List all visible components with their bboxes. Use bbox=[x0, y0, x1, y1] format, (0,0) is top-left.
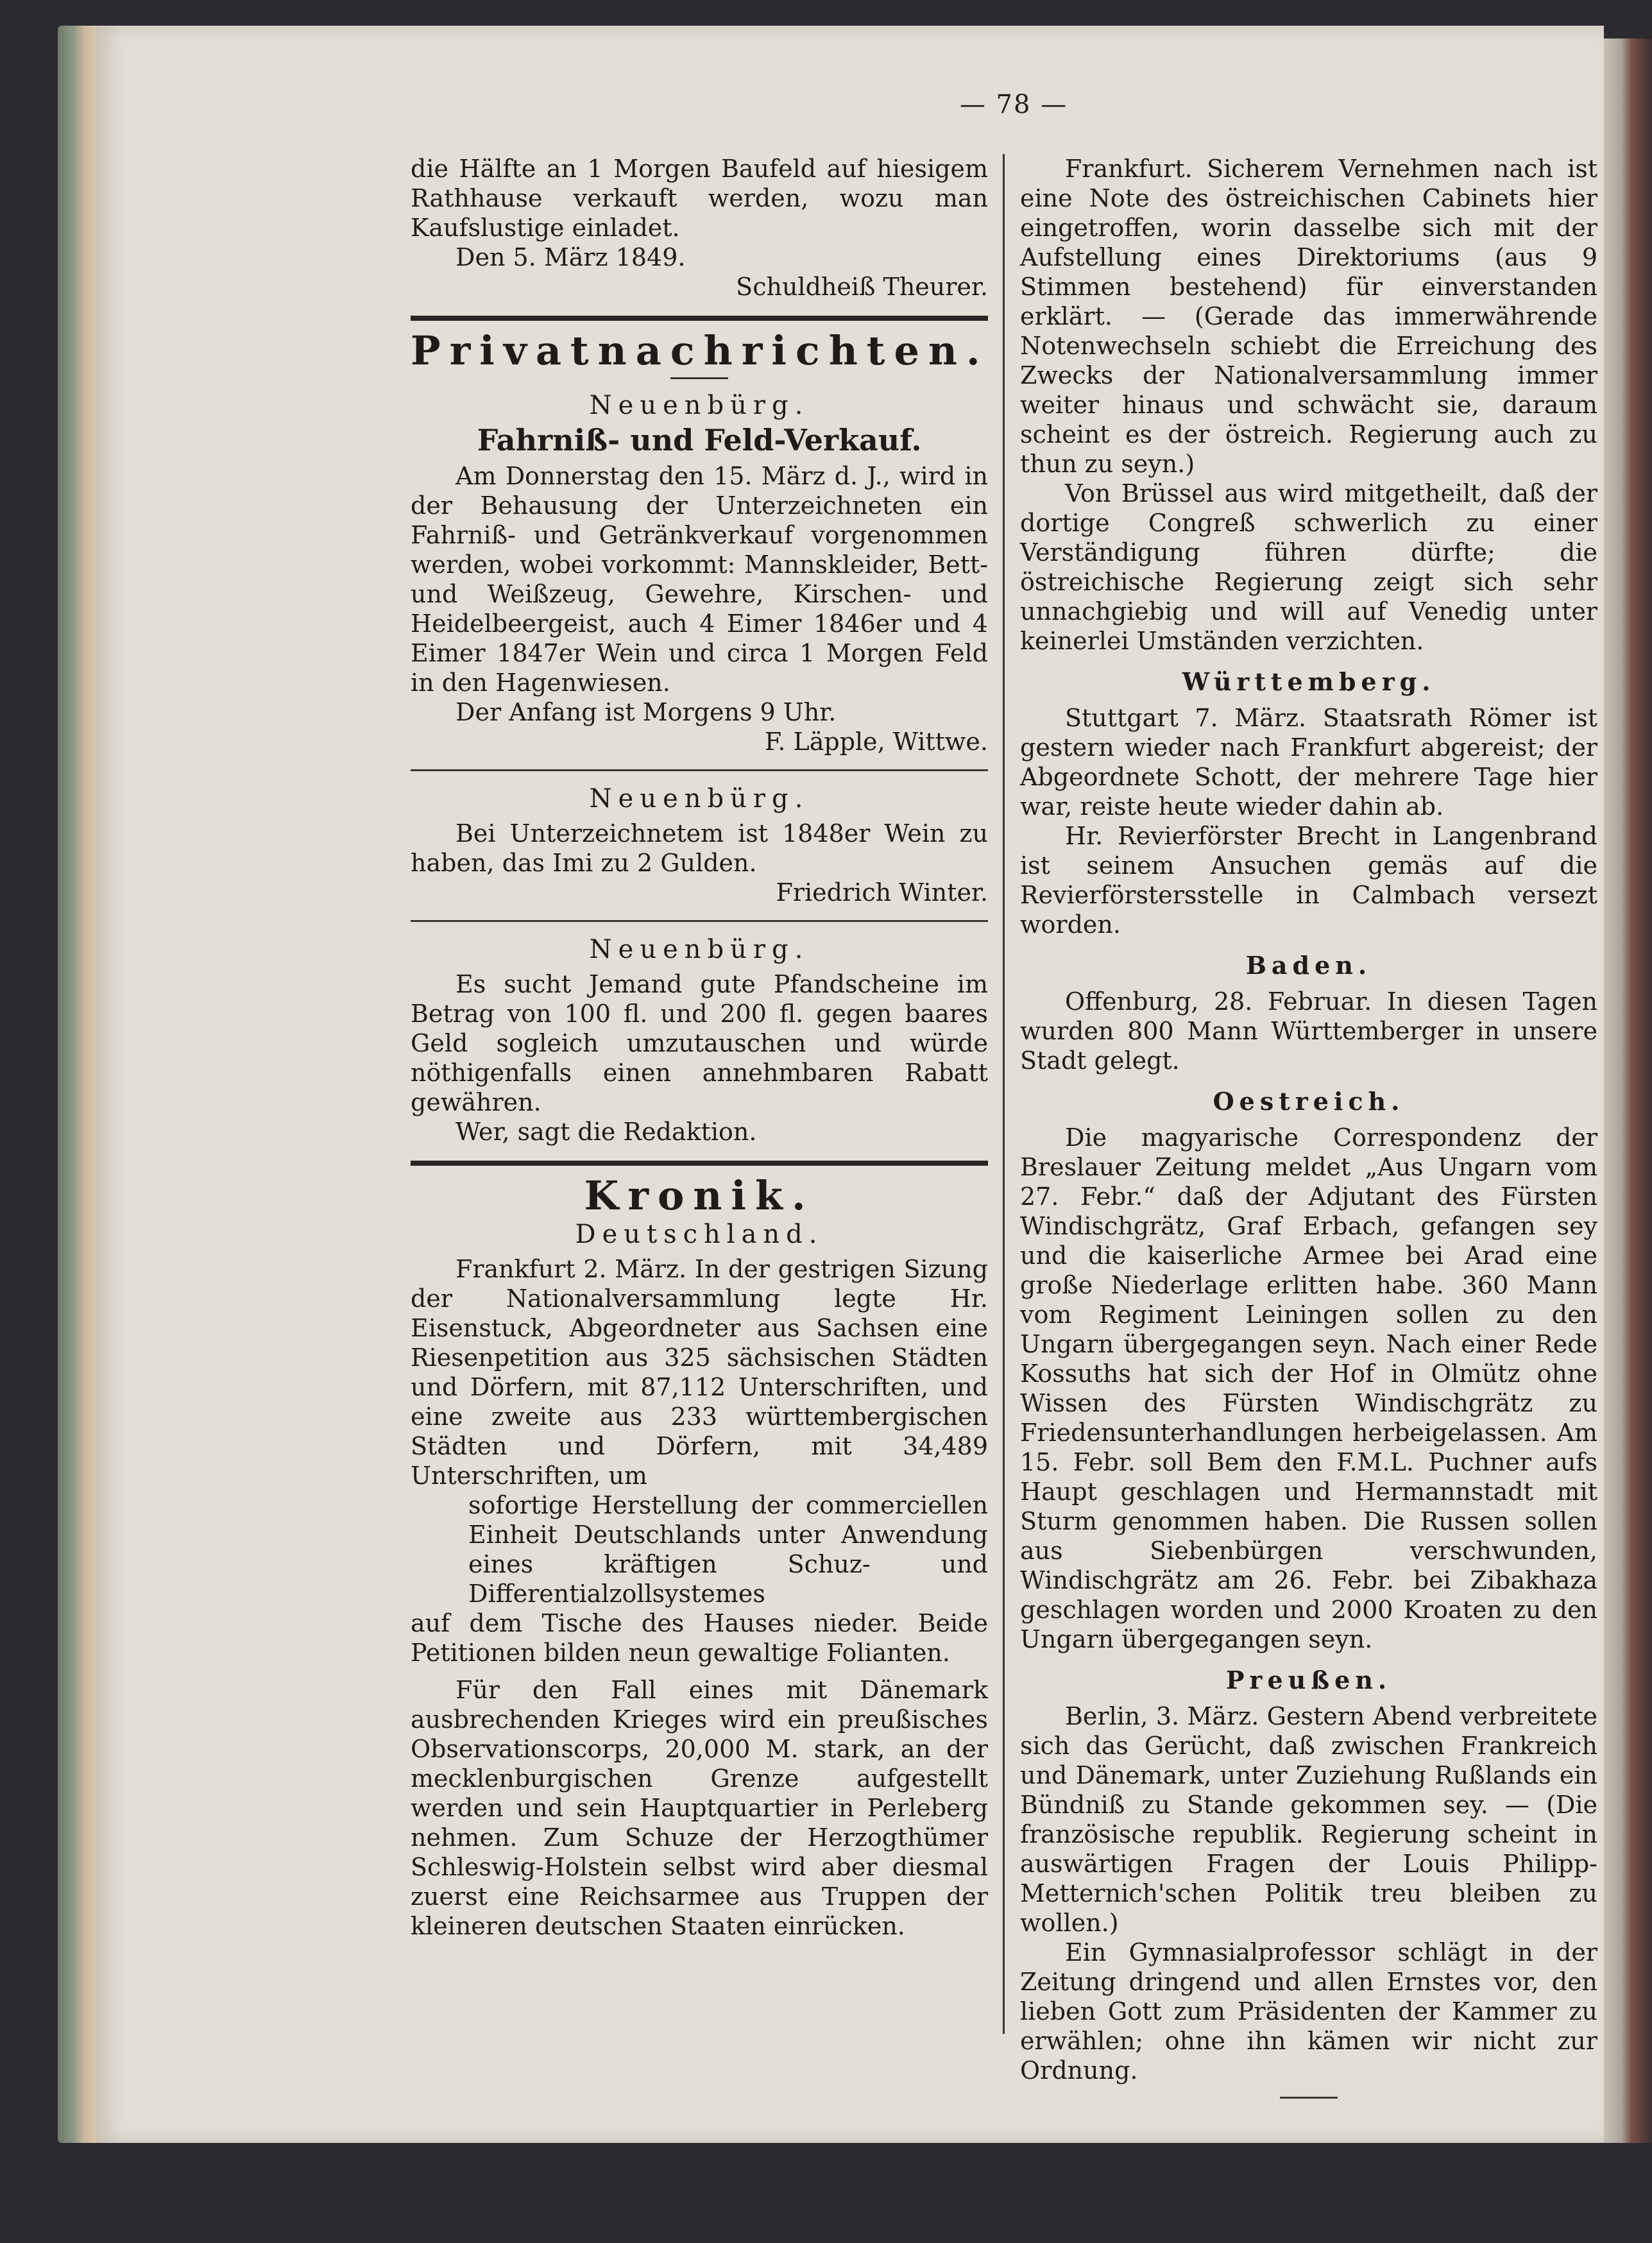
country-wuerttemberg: Württemberg. bbox=[1182, 667, 1436, 696]
ad1-text: Am Donnerstag den 15. März d. J., wird in der Behausung der Unterzeichneten ein Fahrniß- und Getränkverkauf vorgenommen werden, wobei vorkommt: Mannskleider, Bett- und Weißzeug, Gewehre, Kirschen- und Heidelbeergeist, auch 4 Eimer 1846er und 4 Eimer 1847er Wein und circa 1 Morgen Feld in den Hagenwiesen. bbox=[411, 462, 988, 697]
intro-signature: Schuldheiß Theurer. bbox=[736, 273, 988, 301]
news2-text: Für den Fall eines mit Dänemark ausbrechenden Krieges wird ein preußisches Observationscorps, 20,000 M. stark, an der mecklenburgischen Grenze aufgestellt werden und sein Hauptquartier in Perleberg nehmen. Zum Schuze der Herzogthümer Schleswig-Holstein selbst wird aber diesmal zuerst eine Reichsarmee aus Truppen der kleineren deutschen Staaten einrücken. bbox=[411, 1676, 988, 1940]
news10-text: Ein Gymnasialprofessor schlägt in der Zeitung dringend und allen Ernstes vor, den lieben Gott zum Präsidenten der Kammer zu erwählen; ohne ihn kämen wir nicht zur Ordnung. bbox=[1020, 1938, 1597, 2085]
ad1-place: Neuenbürg. bbox=[589, 391, 810, 420]
page-number: — 78 — bbox=[959, 90, 1068, 119]
ad-rule bbox=[411, 920, 988, 922]
ad3-ask: Wer, sagt die Redaktion. bbox=[456, 1118, 757, 1146]
ad3-place: Neuenbürg. bbox=[589, 935, 810, 964]
ad2-place: Neuenbürg. bbox=[589, 784, 810, 814]
news1-block: sofortige Herstellung der commerciellen Einheit Deutschlands unter Anwendung eines kräftigen Schuz- und Differentialzollsystemes bbox=[468, 1491, 988, 1608]
spacer bbox=[411, 1667, 988, 1675]
news9-text: Berlin, 3. März. Gestern Abend verbreitete sich das Gerücht, daß zwischen Frankreich und Dänemark, unter Zuziehung Rußlands ein Bündniß zu Stande gekommen sey. — (Die französische republik. Regierung scheint in auswärtigen Fragen der Louis Philipp-Metternich'schen Politik treu bleiben zu wollen.) bbox=[1020, 1702, 1597, 1937]
country-baden: Baden. bbox=[1245, 951, 1372, 980]
section-title-private: Privatnachrichten. bbox=[411, 327, 989, 374]
news8-text: Die magyarische Correspondenz der Breslauer Zeitung meldet „Aus Ungarn vom 27. Febr.“ daß der Adjutant des Fürsten Windischgrätz, Graf Erbach, gefangen sey und die kaiserliche Armee bei Arad eine große Niederlage erlitten habe. 360 Mann vom Regiment Leiningen sollen zu den Ungarn übergegangen seyn. Nach einer Rede Kossuths hat sich der Hof in Olmütz ohne Wissen des Fürsten Windischgrätz zu Friedensunterhandlungen herbeigelassen. Am 15. Febr. soll Bem den F.M.L. Puchner aufs Haupt geschlagen und Hermannstadt mit Sturm genommen haben. Die Russen sollen aus Siebenbürgen verschwunden, Windischgrätz am 26. Febr. bei Zibakhaza geschlagen worden und 2000 Kroaten zu den Ungarn übergegangen seyn. bbox=[1020, 1123, 1597, 1653]
intro-text: die Hälfte an 1 Morgen Baufeld auf hiesigem Rathhause verkauft werden, wozu man Kaufslustige einladet. bbox=[411, 155, 988, 242]
ad2-text: Bei Unterzeichnetem ist 1848er Wein zu haben, das Imi zu 2 Gulden. bbox=[411, 819, 988, 877]
news4-text: Von Brüssel aus wird mitgetheilt, daß der dortige Congreß schwerlich zu einer Verständigung führen dürfte; die östreichische Regierung zeigt sich sehr unnachgiebig und will auf Venedig unter keinerlei Umständen verzichten. bbox=[1020, 479, 1597, 655]
ad2-signature: Friedrich Winter. bbox=[776, 878, 988, 907]
newspaper-page bbox=[96, 26, 1604, 2143]
section-title-kronik: Kronik. bbox=[584, 1172, 815, 1219]
book-cover bbox=[1601, 38, 1652, 2143]
country-preussen: Preußen. bbox=[1225, 1666, 1392, 1694]
news7-text: Offenburg, 28. Februar. In diesen Tagen wurden 800 Mann Württemberger in unsere Stadt gelegt. bbox=[1020, 987, 1597, 1075]
section-rule bbox=[411, 1161, 988, 1166]
intro-date: Den 5. März 1849. bbox=[456, 243, 686, 271]
end-rule bbox=[1280, 2097, 1338, 2099]
country-germany: Deutschland. bbox=[575, 1220, 824, 1249]
news5-text: Stuttgart 7. März. Staatsrath Römer ist gestern wieder nach Frankfurt abgereist; der Abgeordnete Schott, der mehrere Tage hier war, reiste heute wieder dahin ab. bbox=[1020, 704, 1597, 821]
ad1-signature: F. Läpple, Wittwe. bbox=[764, 728, 988, 756]
short-rule bbox=[670, 377, 728, 379]
left-column bbox=[411, 154, 988, 1941]
column-divider bbox=[1003, 154, 1005, 2034]
ad1-start: Der Anfang ist Morgens 9 Uhr. bbox=[456, 698, 837, 726]
right-column bbox=[1020, 154, 1597, 2110]
ad1-title: Fahrniß- und Feld-Verkauf. bbox=[477, 423, 922, 457]
country-oestreich: Oestreich. bbox=[1213, 1087, 1405, 1116]
section-rule bbox=[411, 316, 988, 321]
news3-text: Frankfurt. Sicherem Vernehmen nach ist eine Note des östreichischen Cabinets hier eingetroffen, worin dasselbe sich mit der Aufstellung eines Direktoriums (aus 9 Stimmen bestehend) für einverstanden erklärt. — (Gerade das immerwährende Notenwechseln schiebt die Erreichung des Zwecks der Nationalversammlung immer weiter hinaus und schwächt sie, daraum scheint es der östreich. Regierung auch zu thun zu seyn.) bbox=[1020, 155, 1597, 478]
book-edge bbox=[58, 26, 96, 2143]
news1-text: Frankfurt 2. März. In der gestrigen Sizung der Nationalversammlung legte Hr. Eisenstuck, Abgeordneter aus Sachsen eine Riesenpetition aus 325 sächsischen Städten und Dörfern, mit 87,112 Unterschriften, und eine zweite aus 233 württembergischen Städten und Dörfern, mit 34,489 Unterschriften, um bbox=[411, 1255, 988, 1490]
ad-rule bbox=[411, 769, 988, 771]
ad3-text: Es sucht Jemand gute Pfandscheine im Betrag von 100 fl. und 200 fl. gegen baares Geld sogleich umzutauschen und würde nöthigenfalls einen annehmbaren Rabatt gewähren. bbox=[411, 970, 988, 1116]
news6-text: Hr. Revierförster Brecht in Langenbrand ist seinem Ansuchen gemäs auf die Revierförstersstelle in Calmbach versezt worden. bbox=[1020, 822, 1597, 939]
news1-end: auf dem Tische des Hauses nieder. Beide Petitionen bilden neun gewaltige Folianten. bbox=[411, 1609, 988, 1667]
